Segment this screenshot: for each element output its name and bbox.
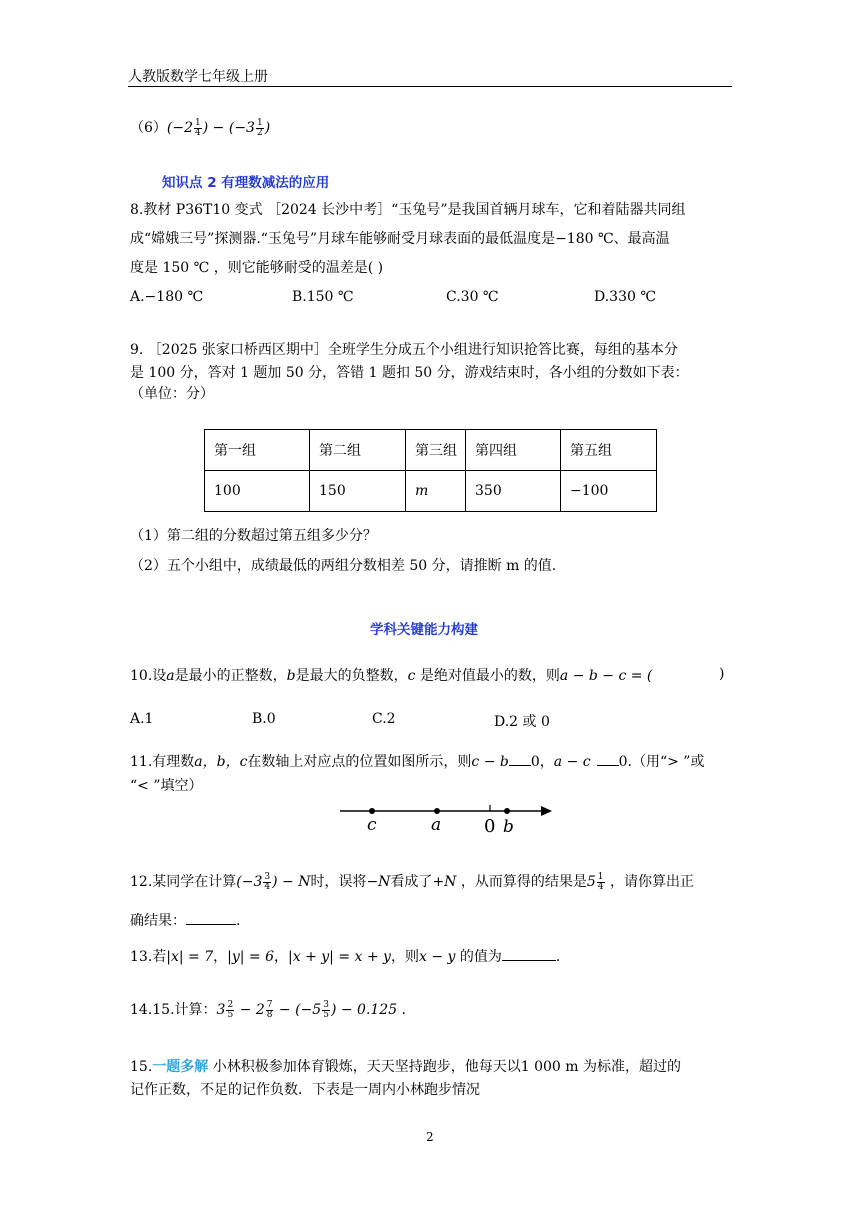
q10-option-a: A.1: [130, 711, 154, 727]
multi-solution-tag: 一题多解: [152, 1059, 209, 1075]
label-a: a: [431, 815, 442, 835]
q9-sub-2: （2）五个小组中，成绩最低的两组分数相差 50 分，请推断 m 的值.: [130, 558, 557, 574]
header-divider: [128, 86, 732, 87]
q10-option-c: C.2: [372, 711, 396, 727]
table-row: [205, 471, 657, 512]
label-b: b: [503, 817, 514, 837]
table-cell: 350: [466, 471, 561, 512]
q15-line-2: 记作正数，不足的记作负数．下表是一周内小林跑步情况: [130, 1082, 480, 1098]
question-6: （6）(−2 $\frac{1}{4}$ ) − (−3 $\frac{1}{2}$ ): [130, 117, 271, 138]
section-3-title: 学科关键能力构建: [370, 622, 478, 638]
q6-fraction-a: $\frac{1}{4}$: [195, 117, 201, 138]
table-header-row: [205, 430, 657, 471]
question-15: 15.一题多解 小林积极参加体育锻炼，天天坚持跑步，他每天以1 000 m 为标准，超过的: [130, 1059, 681, 1075]
table-header-cell: 第一组: [205, 430, 310, 471]
q8-option-d: D.330 ℃: [594, 289, 657, 305]
label-c: c: [367, 815, 377, 835]
table-cell: −100: [561, 471, 657, 512]
q8-option-a: A.−180 ℃: [130, 289, 204, 305]
table-cell: 150: [310, 471, 406, 512]
q8-line-1: 8.教材 P36T10 变式 ［2024 长沙中考］“玉兔号”是我国首辆月球车，它和着陆器共同组: [130, 202, 686, 218]
question-13: 13.若|x| = 7，|y| = 6，|x + y| = x + y，则x − y 的值为 .: [130, 949, 561, 965]
q10-close-paren: ): [719, 666, 725, 682]
page-number: 2: [426, 1130, 434, 1144]
point-c: [369, 808, 375, 814]
page-header-title: 人教版数学七年级上册: [128, 69, 268, 85]
table-header-cell: 第四组: [466, 430, 561, 471]
question-11: 11.有理数a，b，c在数轴上对应点的位置如图所示，则c − b 0，a − c 0.（用“> ”或: [130, 754, 705, 770]
question-12: 12.某同学在计算(−3 $\frac{3}{4}$ ) − N时，误将−N看成了+N ，从而算得的结果是5 $\frac{1}{4}$ ，请你算出正: [130, 871, 694, 892]
q6-fraction-b: $\frac{1}{2}$: [256, 117, 263, 138]
q9-line-1: 9. ［2025 张家口桥西区期中］全班学生分成五个小组进行知识抢答比赛，每组的基本分: [130, 342, 678, 358]
question-10: 10.设a是最小的正整数，b是最大的负整数，c 是绝对值最小的数，则a − b − c = (: [130, 668, 653, 684]
scores-table: [204, 429, 657, 512]
q9-line-3: （单位：分）: [130, 386, 214, 402]
q8-option-b: B.150 ℃: [292, 289, 354, 305]
table-cell: m: [406, 471, 466, 512]
table-header-cell: 第二组: [310, 430, 406, 471]
table-header-cell: 第五组: [561, 430, 657, 471]
q10-option-b: B.0: [252, 711, 276, 727]
label-0: 0: [484, 816, 496, 837]
arrow-icon: [541, 806, 552, 816]
q10-option-d: D.2 或 0: [494, 714, 550, 730]
number-line-figure: [335, 800, 560, 838]
q8-line-3: 度是 150 ℃ ，则它能够耐受的温差是( ): [130, 260, 384, 276]
q12-line-2: 确结果： .: [130, 913, 241, 929]
q6-expr: (−2: [166, 120, 194, 136]
q6-label: （6）: [130, 120, 167, 136]
q8-line-2: 成“嫦娥三号”探测器.“玉兔号”月球车能够耐受月球表面的最低温度是−180 ℃、最高温: [130, 231, 670, 247]
q9-line-2: 是 100 分，答对 1 题加 50 分，答错 1 题扣 50 分，游戏结束时，各小组的分数如下表：: [130, 365, 689, 381]
question-14: 14.15.计算：3 $\frac{2}{5}$ − 2 $\frac{7}{8}$ − (−5 $\frac{3}{5}$ ) − 0.125 .: [130, 999, 407, 1020]
section-2-title: 知识点 2 有理数减法的应用: [162, 175, 330, 191]
table-header-cell: 第三组: [406, 430, 466, 471]
point-a: [434, 808, 440, 814]
table-cell: 100: [205, 471, 310, 512]
point-b: [504, 808, 510, 814]
q8-option-c: C.30 ℃: [446, 289, 499, 305]
q11-line-2: “< ”填空）: [130, 778, 203, 794]
q9-sub-1: （1）第二组的分数超过第五组多少分？: [130, 528, 377, 544]
